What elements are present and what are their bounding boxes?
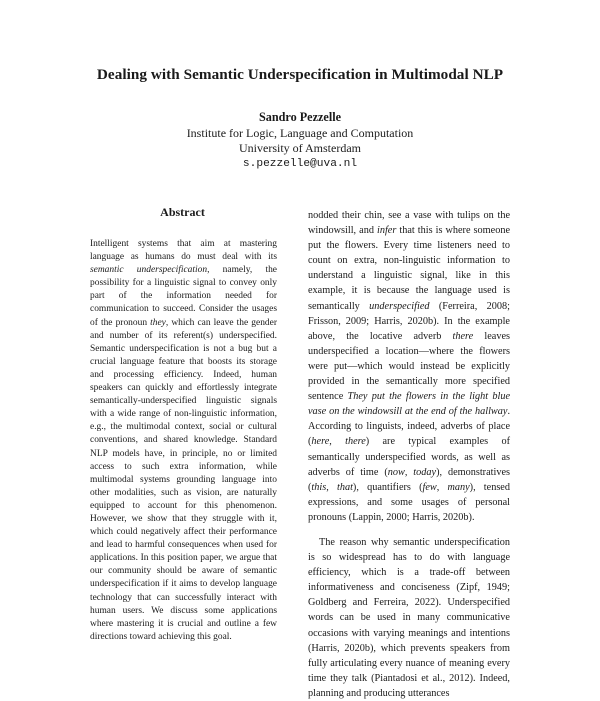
author-block <box>0 110 600 172</box>
author-name: Sandro Pezzelle <box>258 110 342 124</box>
paper-title: Dealing with Semantic Underspecification in Multimodal NLP <box>96 66 504 83</box>
abstract-paragraph: Intelligent systems that aim at mastering language as humans do must deal with its semantic underspecification, namely, the possibility for a linguistic signal to convey only part of the information needed for communication to succeed. Consider the usages of the pronoun they, which can leave the gender and number of its referent(s) underspecified. Semantic underspecification is not a bug but a crucial language feature that boosts its storage and processing efficiency. Indeed, human speakers can quickly and effortlessly integrate semantically-underspecified linguistic signals with a wide range of non-linguistic information, e.g., the multimodal context, social or cultural conventions, and shared knowledge. Standard NLP models have, in principle, no or limited access to such extra information, while multimodal systems grounding language into other modalities, such as vision, are naturally equipped to account for this phenomenon. However, we show that they struggle with it, which could negatively affect their performance and lead to harmful consequences when used for applications. In this position paper, we argue that our community should be aware of semantic underspecification if it aims to develop language technology that can successfully interact with human users. We discuss some applications where mastering it is crucial and outline a few directions toward achieving this goal. <box>90 239 277 642</box>
author-email: s.pezzelle@uva.nl <box>242 157 358 170</box>
body-paragraph-1: nodded their chin, see a vase with tulips on the windowsill, and infer that this is where someone put the flowers. Every time listeners need to count on extra, non-linguistic information to understand a linguistic signal, like in this example, it is because the language used is semantically underspecified (Ferreira, 2008; Frisson, 2009; Harris, 2020b). In the example above, the locative adverb there leaves underspecified a location—where the flowers were put—which would instead be explicitly provided in the semantically more specified sentence They put the flowers in the light blue vase on the windowsill at the end of the hallway. According to linguists, indeed, adverbs of place (here, there) are typical examples of semantically underspecified words, as well as adverbs of time (now, today), demonstratives (this, that), quantifiers (few, many), tensed expressions, and some usages of personal pronouns (Lappin, 2000; Harris, 2020b). <box>308 210 511 523</box>
author-affiliation-institute: Institute for Logic, Language and Computation <box>186 125 414 140</box>
author-affiliation-university: University of Amsterdam <box>239 141 361 155</box>
body-right-column <box>308 208 510 701</box>
abstract-heading: Abstract <box>160 205 205 219</box>
abstract-body <box>90 238 277 644</box>
body-paragraph-2: The reason why semantic underspecification is so widespread has to do with language efficiency, which is a trade-off between informativeness and conciseness (Zipf, 1949; Goldberg and Ferreira, 2022). Underspecified words can be used in many communicative occasions with varying meanings and intentions (Harris, 2020b), which prevents speakers from fully articulating every nuance of meaning every time they talk (Piantadosi et al., 2012). Indeed, planning and producing utterances <box>308 536 510 699</box>
